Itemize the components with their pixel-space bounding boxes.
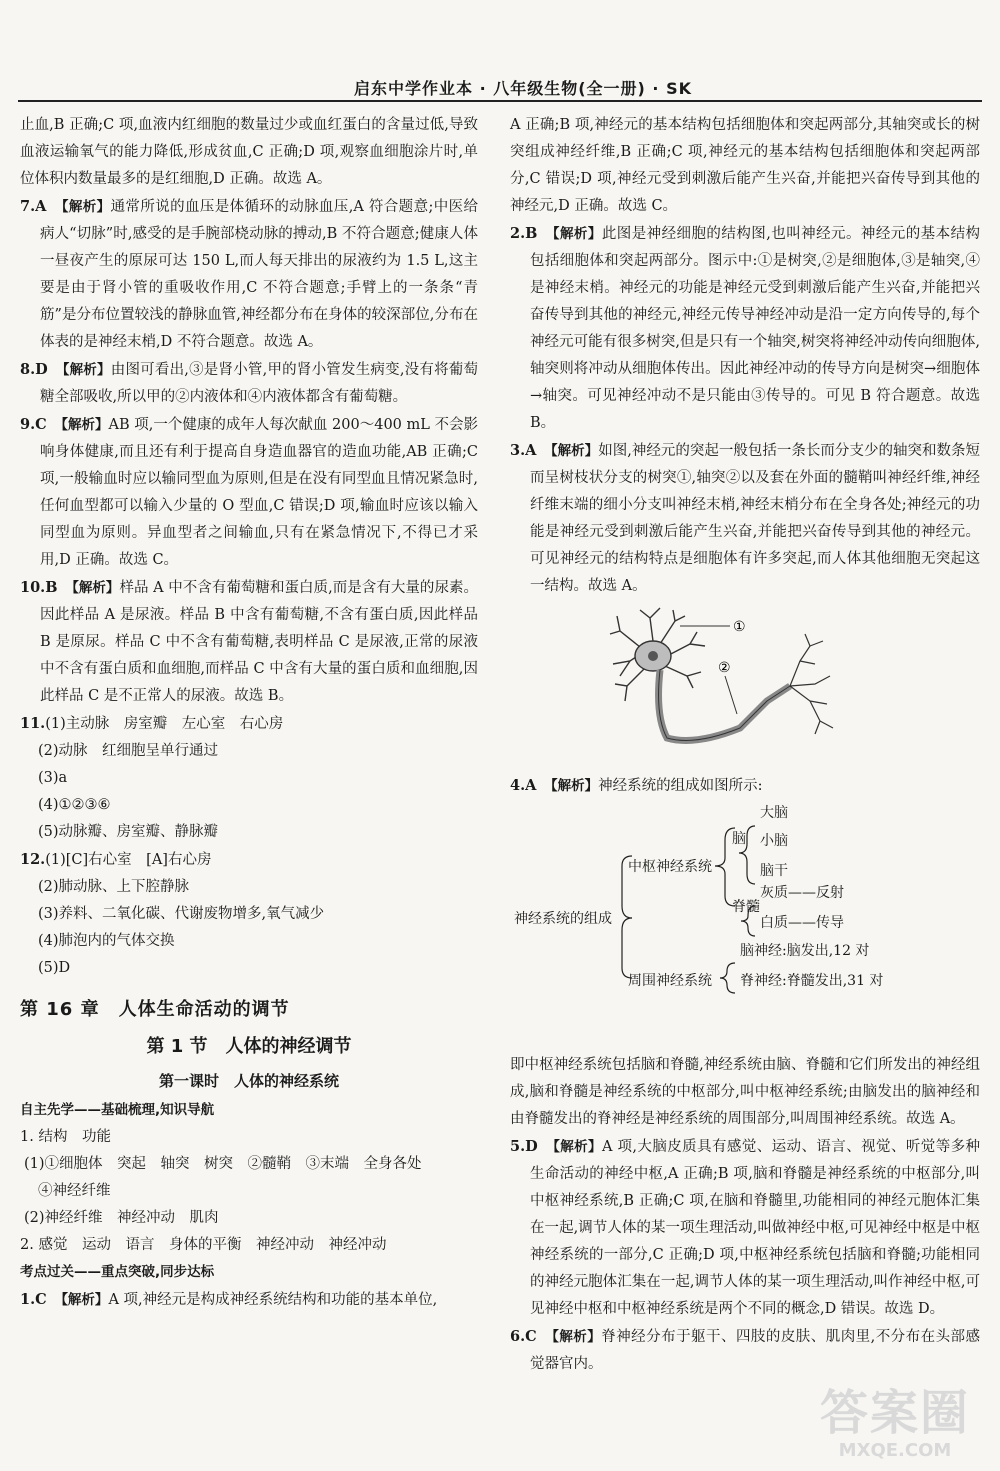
question-6 bbox=[510, 1323, 980, 1378]
tree-cranial-nerves: 脑神经:脑发出,12 对 bbox=[740, 943, 870, 959]
section-title: 第 1 节 人体的神经调节 bbox=[146, 1036, 352, 1057]
tree-root: 神经系统的组成 bbox=[514, 911, 612, 927]
q2-text: 此图是神经细胞的结构图,也叫神经元。神经元的基本结构包括细胞体和突起两部分。图示中:①是树突,②是细胞体,③是轴突,④是神经末梢。神经元的功能是神经元受到刺激后能产生兴奋,并能把兴奋传导到其他的神经元,神经元传导神经冲动是沿一定方向传导的,每个神经元可能有很多树突,但是只有一个轴突,树突将神经冲动传向细胞体,轴突则将冲动从细胞体传出。因此神经冲动的传导方向是树突→细胞体→轴突。可见神经冲动不是只能由③传导的。可见 B 符合题意。故选 B。 bbox=[530, 226, 981, 431]
q12-line: (1)[C]右心室 [A]右心房 bbox=[45, 852, 212, 868]
tree-gray-matter: 灰质——反射 bbox=[760, 885, 844, 901]
watermark-url: MXQE.COM bbox=[838, 1440, 952, 1461]
q12-line: (5)D bbox=[38, 960, 71, 976]
q8-analysis-tag: 【解析】 bbox=[62, 362, 111, 378]
lesson-title: 第一课时 人体的神经系统 bbox=[158, 1072, 339, 1090]
exam-points-heading: 考点过关——重点突破,同步达标 bbox=[20, 1264, 215, 1280]
q1-answer: C bbox=[35, 1291, 47, 1308]
q9-answer: C bbox=[35, 416, 47, 433]
watermark-text: 答案圈 bbox=[819, 1385, 970, 1441]
tree-white-matter: 白质——传导 bbox=[760, 915, 844, 931]
q5-text: A 项,大脑皮质具有感觉、运动、语言、视觉、听觉等多种生命活动的神经中枢,A 正确;B 项,脑和脊髓是神经系统的中枢部分,叫中枢神经系统,B 正确;C 项,在脑和脊髓里,功能相同的神经元胞体汇集在一起,调节人体的某一项生理活动,叫做神经中枢,可见神经中枢是中枢神经系统的一部分,C 正确;D 项,中枢神经系统包括脑和脊髓;功能相同的神经元胞体汇集在一起,调节人体的某一项生理活动,叫作神经中枢,可见神经中枢和中枢神经系统是两个不同的概念,D 错误。故选 D。 bbox=[530, 1139, 981, 1317]
s1-line3: (2)神经纤维 神经冲动 肌肉 bbox=[24, 1210, 219, 1226]
q6-analysis-tag: 【解析】 bbox=[552, 1329, 602, 1345]
fig-label-1: ① bbox=[733, 619, 746, 635]
watermark-logo bbox=[800, 1385, 990, 1465]
question-12 bbox=[20, 846, 478, 982]
q10-text: 样品 A 中不含有葡萄糖和蛋白质,而是含有大量的尿素。因此样品 A 是尿液。样品 B 中含有葡萄糖,不含有蛋白质,因此样品 B 是原尿。样品 C 中不含有葡萄糖,表明样品 C 是尿液,正常的尿液中不含有蛋白质和血细胞,而样品 C 中含有大量的蛋白质和血细胞,因此样品 C 是不正常人的尿液。故选 B。 bbox=[40, 580, 479, 704]
q2-number: 2. bbox=[510, 225, 526, 242]
q5-number: 5. bbox=[510, 1138, 526, 1155]
right-column bbox=[510, 112, 980, 1378]
q3-text: 如图,神经元的突起一般包括一条长而分支少的轴突和数条短而呈树枝状分支的树突①,轴突②以及套在外面的髓鞘叫神经纤维,神经纤维末端的细小分支叫神经末梢,神经末梢分布在全身各处;神经元的功能是神经元受到刺激后能产生兴奋,并能把兴奋传导到其他的神经元。可见神经元的结构特点是细胞体有许多突起,而人体其他细胞无突起这一结构。故选 A。 bbox=[530, 443, 981, 594]
q7-number: 7. bbox=[20, 198, 36, 215]
question-9 bbox=[20, 411, 478, 574]
s2-line: 2. 感觉 运动 语言 身体的平衡 神经冲动 神经冲动 bbox=[20, 1237, 387, 1253]
neuron-axon-terminals bbox=[790, 634, 833, 734]
tree-cerebellum: 小脑 bbox=[760, 833, 788, 849]
q4-number: 4. bbox=[510, 777, 526, 794]
question-1 bbox=[20, 1286, 478, 1314]
s1-line1: (1)①细胞体 突起 轴突 树突 ②髓鞘 ③末端 全身各处 bbox=[24, 1156, 422, 1172]
q2-answer: B bbox=[525, 225, 538, 242]
q11-line: (4)①②③⑥ bbox=[38, 797, 111, 813]
q3-number: 3. bbox=[510, 442, 526, 459]
nervous-system-tree bbox=[510, 805, 980, 1046]
q10-answer: B bbox=[45, 579, 58, 596]
question-2 bbox=[510, 220, 980, 437]
question-4 bbox=[510, 772, 980, 800]
question-11 bbox=[20, 710, 478, 846]
q3-analysis-tag: 【解析】 bbox=[550, 443, 599, 459]
self-study-heading: 自主先学——基础梳理,知识导航 bbox=[20, 1102, 215, 1118]
q10-number: 10. bbox=[20, 579, 46, 596]
q6-number: 6. bbox=[510, 1328, 526, 1345]
header-title: 启东中学作业本 · 八年级生物(全一册) · SK bbox=[354, 79, 692, 98]
q8-number: 8. bbox=[20, 361, 36, 378]
q6-answer: C bbox=[525, 1328, 537, 1345]
q11-line: (2)动脉 红细胞呈单行通过 bbox=[38, 743, 219, 759]
q11-line: (5)动脉瓣、房室瓣、静脉瓣 bbox=[38, 824, 219, 840]
q1-text: A 项,神经元是构成神经系统结构和功能的基本单位, bbox=[108, 1292, 438, 1308]
tree-spinal-cord: 脊髓 bbox=[732, 899, 760, 915]
question-5 bbox=[510, 1133, 980, 1323]
neuron-axon bbox=[659, 670, 790, 740]
q12-number: 12. bbox=[20, 851, 46, 868]
neuron-figure bbox=[605, 606, 845, 766]
label2-leader bbox=[725, 676, 737, 714]
chapter-title: 第 16 章 人体生命活动的调节 bbox=[20, 999, 290, 1020]
q3-answer: A bbox=[525, 442, 537, 459]
fig-label-2: ② bbox=[718, 660, 731, 676]
q1-number: 1. bbox=[20, 1291, 36, 1308]
question-10 bbox=[20, 574, 478, 710]
page-header bbox=[18, 74, 982, 102]
q2-analysis-tag: 【解析】 bbox=[552, 226, 602, 242]
neuron-axon-core bbox=[659, 670, 790, 740]
q11-line: (3)a bbox=[38, 770, 68, 786]
q12-line: (2)肺动脉、上下腔静脉 bbox=[38, 879, 190, 895]
left-column bbox=[20, 112, 478, 1314]
intro-paragraph: 止血,B 正确;C 项,血液内红细胞的数量过少或血红蛋白的含量过低,导致血液运输氧气的能力降低,形成贫血,C 正确;D 项,观察血细胞涂片时,单位体积内数量最多的是红细胞,D 正确。故选 A。 bbox=[20, 117, 478, 187]
q6-text: 脊神经分布于躯干、四肢的皮肤、肌肉里,不分布在头部感觉器官内。 bbox=[530, 1329, 981, 1372]
q9-analysis-tag: 【解析】 bbox=[61, 417, 109, 433]
q5-answer: D bbox=[525, 1138, 538, 1155]
q12-line: (3)养料、二氧化碳、代谢废物增多,氧气减少 bbox=[38, 906, 325, 922]
tree-cerebrum: 大脑 bbox=[760, 805, 788, 821]
q4-analysis-tag: 【解析】 bbox=[550, 778, 599, 794]
q9-text: AB 项,一个健康的成年人每次献血 200～400 mL 不会影响身体健康,而且还有利于提高自身造血器官的造血功能,AB 正确;C 项,一般输血时应以输同型血为原则,但是在没有同型血且情况紧急时,任何血型都可以输入少量的 O 型血,C 错误;D 项,输血时应该以输入同型血为原则。异血型者之间输血,只有在紧急情况下,不得已才采用,D 正确。故选 C。 bbox=[40, 417, 479, 568]
q7-analysis-tag: 【解析】 bbox=[61, 199, 111, 215]
s1-line2: ④神经纤维 bbox=[38, 1183, 111, 1199]
q1-continuation: A 正确;B 项,神经元的基本结构包括细胞体和突起两部分,其轴突或长的树突组成神经纤维,B 正确;C 项,神经元的基本结构包括细胞体和突起两部分,C 错误;D 项,神经元受到刺激后能产生兴奋,并能把兴奋传导到其他的神经元,D 正确。故选 C。 bbox=[510, 117, 980, 214]
tree-brainstem: 脑干 bbox=[760, 863, 788, 879]
q1-analysis-tag: 【解析】 bbox=[61, 1292, 109, 1308]
q10-analysis-tag: 【解析】 bbox=[72, 580, 120, 596]
s1-title: 1. 结构 功能 bbox=[20, 1129, 111, 1145]
q7-answer: A bbox=[35, 198, 47, 215]
q4-explanation: 即中枢神经系统包括脑和脊髓,神经系统由脑、脊髓和它们所发出的神经组成,脑和脊髓是神经系统的中枢部分,叫中枢神经系统;由脑发出的脑神经和由脊髓发出的脊神经是神经系统的周围部分,叫周围神经系统。故选 A。 bbox=[510, 1057, 980, 1127]
tree-spinal-nerves: 脊神经:脊髓发出,31 对 bbox=[740, 973, 884, 989]
tree-brain: 脑 bbox=[732, 831, 746, 847]
tree-cns: 中枢神经系统 bbox=[628, 859, 712, 875]
tree-pns: 周围神经系统 bbox=[628, 973, 712, 989]
q12-line: (4)肺泡内的气体交换 bbox=[38, 933, 175, 949]
q11-number: 11. bbox=[20, 715, 46, 732]
q4-answer: A bbox=[525, 777, 537, 794]
q7-text: 通常所说的血压是体循环的动脉血压,A 符合题意;中医给病人“切脉”时,感受的是手腕部桡动脉的搏动,B 不符合题意;健康人体一昼夜产生的原尿可达 150 L,而人每天排出的尿液约为 1.5 L,这主要是由于肾小管的重吸收作用,C 不符合题意;手臂上的一条条“青筋”是分布位置较浅的静脉血管,神经都分布在身体的较深部位,分布在体表的是神经末梢,D 不符合题意。故选 A。 bbox=[40, 199, 479, 350]
q9-number: 9. bbox=[20, 416, 36, 433]
question-3 bbox=[510, 437, 980, 600]
q8-text: 由图可看出,③是肾小管,甲的肾小管发生病变,没有将葡萄糖全部吸收,所以甲的②内液体和④内液体都含有葡萄糖。 bbox=[40, 362, 479, 405]
neuron-nucleus bbox=[648, 651, 658, 661]
q5-analysis-tag: 【解析】 bbox=[553, 1139, 602, 1155]
q11-line: (1)主动脉 房室瓣 左心室 右心房 bbox=[45, 716, 284, 732]
q4-text: 神经系统的组成如图所示: bbox=[598, 778, 763, 794]
question-7 bbox=[20, 193, 478, 356]
q8-answer: D bbox=[35, 361, 48, 378]
question-8 bbox=[20, 356, 478, 411]
